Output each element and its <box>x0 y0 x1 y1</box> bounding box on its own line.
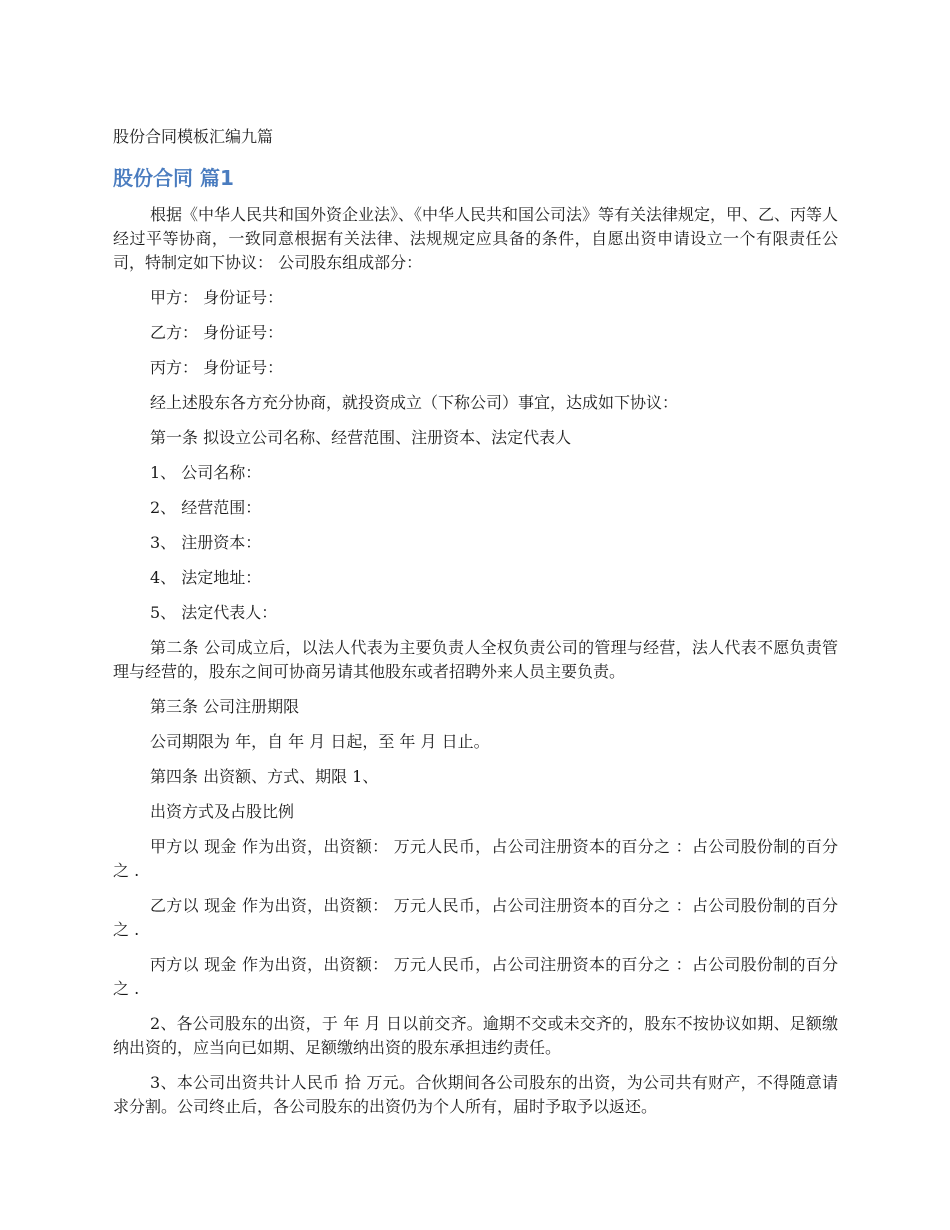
contribution-subheading: 出资方式及占股比例 <box>150 802 295 821</box>
section-heading: 股份合同 篇1 <box>113 166 234 190</box>
party-c-contribution: 丙方以 现金 作为出资，出资额： 万元人民币，占公司注册资本的百分之 ：占公司股份制的百分之 . <box>113 955 838 998</box>
party-a-contribution: 甲方以 现金 作为出资，出资额： 万元人民币，占公司注册资本的百分之 ：占公司股份制的百分之 . <box>113 837 838 880</box>
list-item: 1、 公司名称： <box>150 463 262 482</box>
clause-3-paragraph: 3、本公司出资共计人民币 拾 万元。合伙期间各公司股东的出资，为公司共有财产，不得随意请求分割。公司终止后，各公司股东的出资仍为个人所有，届时予取予以返还。 <box>113 1073 838 1116</box>
article-4-heading: 第四条 出资额、方式、期限 1、 <box>150 767 379 786</box>
list-item: 2、 经营范围： <box>150 498 262 517</box>
party-b-line: 乙方： 身份证号： <box>150 323 284 342</box>
party-c-line: 丙方： 身份证号： <box>150 358 284 377</box>
party-b-contribution: 乙方以 现金 作为出资，出资额： 万元人民币，占公司注册资本的百分之 ：占公司股份制的百分之 . <box>113 896 838 939</box>
article-2-paragraph: 第二条 公司成立后，以法人代表为主要负责人全权负责公司的管理与经营，法人代表不愿负责管理与经营的，股东之间可协商另请其他股东或者招聘外来人员主要负责。 <box>113 638 838 681</box>
document-body <box>113 203 838 1130</box>
clause-2-paragraph: 2、各公司股东的出资，于 年 月 日以前交齐。逾期不交或未交齐的，股东不按协议如期、足额缴纳出资的，应当向已如期、足额缴纳出资的股东承担违约责任。 <box>113 1014 838 1057</box>
article-1-heading: 第一条 拟设立公司名称、经营范围、注册资本、法定代表人 <box>150 428 572 447</box>
party-a-line: 甲方： 身份证号： <box>150 288 284 307</box>
list-item: 5、 法定代表人： <box>150 603 278 622</box>
article-3-heading: 第三条 公司注册期限 <box>150 697 300 716</box>
agreement-intro: 经上述股东各方充分协商，就投资成立（下称公司）事宜，达成如下协议： <box>150 393 679 412</box>
term-paragraph: 公司期限为 年，自 年 月 日起，至 年 月 日止。 <box>150 732 490 751</box>
list-item: 3、 注册资本： <box>150 533 262 552</box>
document-title: 股份合同模板汇编九篇 <box>113 127 274 146</box>
intro-paragraph: 根据《中华人民共和国外资企业法》、《中华人民共和国公司法》等有关法律规定，甲、乙、丙等人经过平等协商，一致同意根据有关法律、法规规定应具备的条件，自愿出资申请设立一个有限责任公司，特制定如下协议： 公司股东组成部分： <box>113 205 839 272</box>
list-item: 4、 法定地址： <box>150 568 262 587</box>
